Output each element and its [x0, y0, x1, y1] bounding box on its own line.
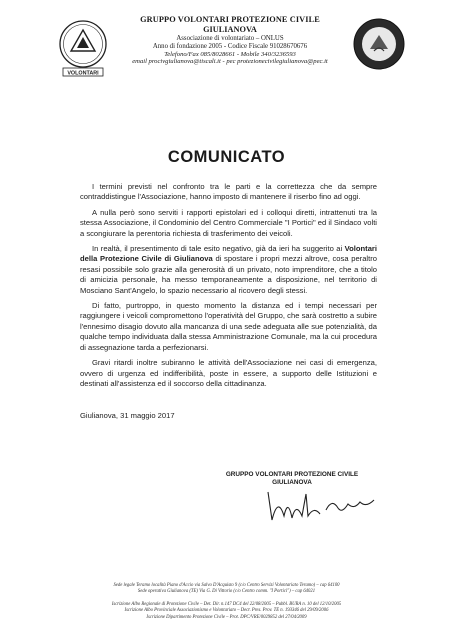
document-body: [80, 182, 377, 394]
document-date: Giulianova, 31 maggio 2017: [80, 411, 175, 420]
email-info: email procivgiulianova@tiscali.it - pec protezionecivilegiulianova@pec.it: [132, 58, 328, 66]
regional-civil-protection-logo: [352, 17, 406, 71]
paragraph: I termini previsti nel confronto tra le parti e la correttezza che da sempre contraddistingue l'Associazione, hanno imposto di mantenere il riserbo fino ad oggi.: [80, 182, 377, 202]
phone-info: Telefono/Fax 085/8028661 - Mobile 340/3236593: [164, 50, 296, 58]
foundation-info: Anno di fondazione 2005 - Codice Fiscale 91028670676: [152, 42, 308, 50]
footer-regional-registry: Iscrizione Albo Regionale di Protezione Civile – Det. Dir. n.147 DC4 del 22/08/2005 – Pubbl. BURA n. 10 del 12/10/2005: [111, 601, 342, 607]
footer-department-registry: Iscrizione Dipartimento Protezione Civile – Prot. DPC/VRE/0029852 del 27/04/2009: [146, 614, 307, 620]
footer-operative-seat: Sede operativa Giulianova (TE) Via G. Di Vittorio (c/o Centro comm. "I Portici") – cap 64021: [137, 589, 316, 595]
org-name: GRUPPO VOLONTARI PROTEZIONE CIVILE: [140, 15, 320, 24]
signature-org-city: GIULIANOVA: [272, 479, 312, 486]
paragraph: Di fatto, purtroppo, in questo momento la distanza ed i tempi necessari per raggiungere i veicoli compromettono l'operatività del Gruppo, che sarà costretto a subire l'ennesimo disagio dovuto alla mancanza di una sede adeguata alle sue potenzialità, da qualche tempo individuata dalla stessa Amministrazione Comunale, ma la cui procedura di assegnazione tarda a perfezionarsi.: [80, 301, 377, 352]
signature-block: [212, 471, 372, 487]
footer-legal-seat: Sede legale Teramo località Piano d'Accio via Salvo D'Acquisto 9 (c/o Centro Servizi Volontariato Teramo) – cap 64100: [113, 583, 340, 588]
handwritten-signature: [262, 486, 380, 526]
document-footer: [40, 583, 413, 621]
document-title: COMUNICATO: [167, 148, 286, 166]
association-type: Associazione di volontariato – ONLUS: [176, 35, 284, 43]
signature-org-name: GRUPPO VOLONTARI PROTEZIONE CIVILE: [225, 471, 359, 478]
paragraph: A nulla però sono serviti i rapporti epistolari ed i colloqui diretti, intrattenuti tra la stessa Associazione, il Condominio del Centro Commerciale "I Portici" ed il Sindaco volti a scongiurare la perentoria richiesta di trasferimento dei veicoli.: [80, 207, 377, 238]
org-city: GIULIANOVA: [203, 24, 257, 34]
paragraph: In realtà, il presentimento di tale esito negativo, già da ieri ha suggerito ai Volontari della Protezione Civile di Giulianova di spostare i propri mezzi altrove, cosa peraltro resasi possibile solo grazie alla generosità di un privato, noto imprenditore, che a titolo di amicizia personale, ha messo temporaneamente a disposizione, nel territorio di Mosciano Sant'Angelo, lo spazio necessario al ricovero degli stessi.: [80, 244, 377, 295]
letterhead: [110, 15, 350, 66]
civil-protection-logo: [55, 18, 111, 78]
left-logo-caption: VOLONTARI: [67, 70, 99, 77]
footer-provincial-registry: Iscrizione Albo Provinciale Associazionismo e Volontariato – Decr. Pres. Prov. TE n. 193346 del 29/09/2006: [124, 608, 329, 614]
paragraph: Gravi ritardi inoltre subiranno le attività dell'Associazione nei casi di emergenza, ovvero di urgenza ed indifferibilità, poste in essere, a supporto delle Istituzioni e destinati all'assistenza ed il soccorso della cittadinanza.: [80, 358, 377, 388]
organization-name-bold: Volontari della Protezione Civile di Giulianova: [80, 244, 377, 264]
